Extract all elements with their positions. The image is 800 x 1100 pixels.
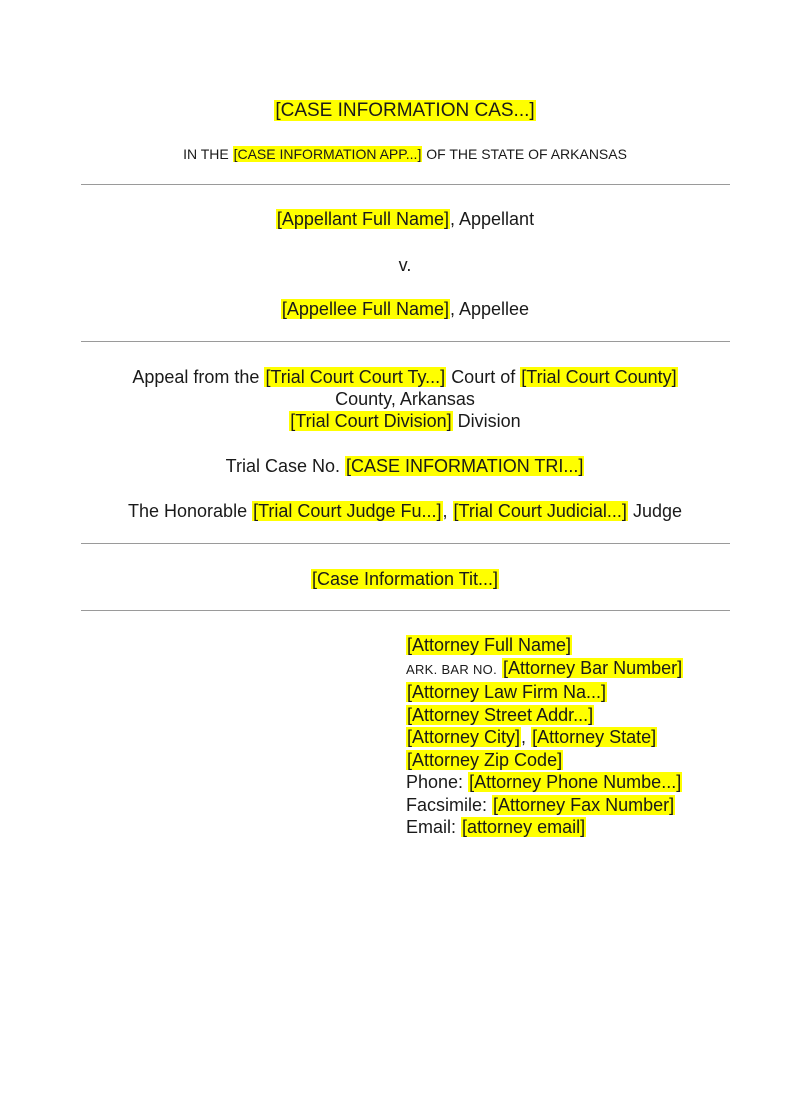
attorney-bar-line (406, 657, 683, 682)
divider-4 (81, 610, 730, 611)
city-state-separator: , (521, 727, 527, 747)
case-title-field[interactable]: [Case Information Tit...] (311, 569, 499, 589)
attorney-zip-field[interactable]: [Attorney Zip Code] (407, 749, 563, 770)
attorney-zip-line (406, 749, 683, 772)
appellant-line (80, 208, 730, 230)
division-label: Division (457, 411, 521, 431)
attorney-street-line (406, 704, 683, 727)
case-title-line (80, 568, 730, 590)
attorney-state-field[interactable]: [Attorney State] (532, 727, 657, 747)
appellee-line (80, 298, 730, 320)
trial-judge-field[interactable]: [Trial Court Judge Fu...] (253, 501, 442, 521)
case-caption-field[interactable]: [CASE INFORMATION CAS...] (275, 100, 535, 121)
attorney-city-field[interactable]: [Attorney City] (407, 727, 521, 747)
trial-court-division-field[interactable]: [Trial Court Division] (290, 411, 452, 431)
attorney-email-field[interactable]: [attorney email] (462, 817, 586, 837)
attorney-bar-field[interactable]: [Attorney Bar Number] (503, 657, 683, 678)
attorney-name-field[interactable]: [Attorney Full Name] (407, 635, 572, 655)
divider-3 (81, 543, 730, 544)
judge-comma: , (442, 501, 448, 521)
division-line (80, 410, 730, 432)
honorable-line (80, 500, 730, 522)
bar-label: ARK. BAR NO. (406, 661, 498, 677)
appellant-role: , Appellant (450, 209, 535, 229)
trial-case-field[interactable]: [CASE INFORMATION TRI...] (346, 456, 584, 476)
court-suffix: OF THE STATE OF ARKANSAS (426, 146, 627, 162)
divider-1 (81, 184, 730, 185)
attorney-name-line (406, 634, 683, 657)
court-field[interactable]: [CASE INFORMATION APP...] (233, 146, 422, 162)
court-of-label: Court of (451, 367, 516, 387)
attorney-block (406, 634, 683, 839)
appellant-field[interactable]: [Appellant Full Name] (276, 209, 449, 229)
phone-label: Phone: (406, 772, 464, 792)
attorney-firm-line (406, 681, 683, 704)
appeal-prefix: Appeal from the (132, 367, 260, 387)
attorney-street-field[interactable]: [Attorney Street Addr...] (407, 704, 594, 725)
court-prefix: IN THE (183, 146, 229, 162)
attorney-fax-line (406, 794, 683, 817)
appeal-from-line (80, 366, 730, 388)
attorney-phone-line (406, 771, 683, 794)
attorney-fax-field[interactable]: [Attorney Fax Number] (493, 794, 675, 815)
trial-case-line (80, 455, 730, 477)
versus: v. (398, 255, 412, 275)
attorney-firm-field[interactable]: [Attorney Law Firm Na...] (407, 682, 607, 702)
email-label: Email: (406, 817, 457, 837)
appellee-field[interactable]: [Appellee Full Name] (281, 299, 449, 319)
honorable-prefix: The Honorable (128, 501, 248, 521)
trial-case-label: Trial Case No. (225, 456, 340, 476)
trial-judicial-field[interactable]: [Trial Court Judicial...] (453, 501, 627, 521)
attorney-city-state-line (406, 726, 683, 749)
case-caption (80, 100, 730, 122)
judge-suffix: Judge (632, 501, 682, 521)
trial-court-county-field[interactable]: [Trial Court County] (521, 367, 677, 387)
trial-court-type-field[interactable]: [Trial Court Court Ty...] (265, 367, 446, 387)
attorney-email-line (406, 816, 683, 839)
fax-label: Facsimile: (406, 794, 488, 815)
divider-2 (81, 341, 730, 342)
attorney-phone-field[interactable]: [Attorney Phone Numbe...] (469, 772, 682, 792)
court-line (80, 145, 730, 163)
appellee-role: , Appellee (450, 299, 530, 319)
county-state-line: County, Arkansas (335, 389, 475, 409)
